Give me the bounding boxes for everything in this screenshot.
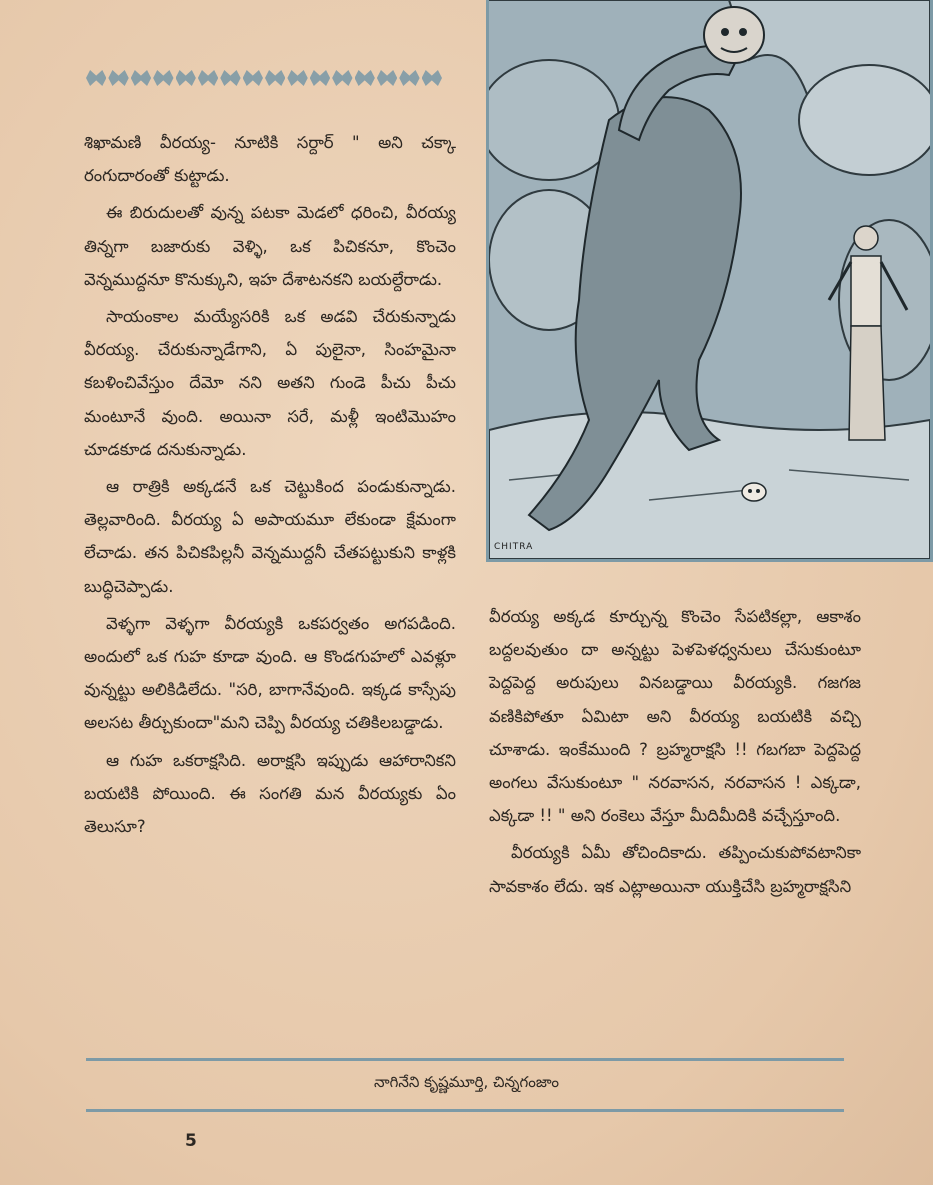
paragraph: ఈ బిరుదులతో వున్న పటకా మెడలో ధరించి, వీరయ్య తిన్నగా బజారుకు వెళ్ళి, ఒక పిచికనూ, కొంచెం వెన్నముద్దనూ కొనుక్కుని, ఇహ దేశాటనకని బయల్దేరాడు.: [84, 203, 456, 289]
paragraph: ఆ గుహ ఒకరాక్షసిది. అరాక్షసి ఇప్పుడు ఆహారానికని బయటికి పోయింది. ఈ సంగతి మన వీరయ్యకు ఏం తెలుసూ?: [84, 750, 456, 837]
paragraph: వీరయ్య అక్కడ కూర్చున్న కొంచెం సేపటికల్లా, ఆకాశం బద్దలవుతుం దా అన్నట్టు పెళపెళధ్వనులు చేసుకుంటూ పెద్దపెద్ద అరుపులు వినబడ్డాయి వీరయ్యకి. గజగజ వణికిపోతూ ఏమిటా అని వీరయ్య బయటికి వచ్చి చూశాడు. ఇంకేముంది ? బ్రహ్మరాక్షసి !! గబగబా పెద్దపెద్ద అంగలు వేసుకుంటూ " నరవాసన, నరవాసన ! ఎక్కడా, ఎక్కడా !! " అని రంకెలు వేస్తూ మీదిమీదికి వచ్చేస్తూంది.: [489, 607, 861, 826]
paragraph: ఆ రాత్రికి అక్కడనే ఒక చెట్టుకింద పండుకున్నాడు. తెల్లవారింది. వీరయ్య ఏ అపాయమూ లేకుండా క్షేమంగా లేచాడు. తన పిచికపిల్లనీ వెన్నముద్దనీ చేతపట్టుకుని కాళ్లకి బుద్ధిచెప్పాడు.: [84, 477, 456, 596]
author-credit: నాగినేని కృష్ణమూర్తి, చిన్నగంజాం: [374, 1073, 559, 1091]
footer-rule-top: [86, 1058, 844, 1061]
paragraph: వెళ్ళగా వెళ్ళగా వీరయ్యకి ఒకపర్వతం అగపడింది. అందులో ఒక గుహ కూడా వుంది. ఆ కొండగుహలో ఎవళ్లూ వున్నట్టు అలికిడిలేదు. "సరి, బాగానేవుంది. ఇక్కడ కాస్సేపు అలసట తీర్చుకుందా"మని చెప్పి వీరయ్య చతికిలబడ్డాడు.: [84, 613, 456, 733]
paragraph: సాయంకాల మయ్యేసరికి ఒక అడవి చేరుకున్నాడు వీరయ్య. చేరుకున్నాడేగాని, ఏ పులైనా, సింహమైనా కబళించివేస్తుం దేమో నని అతని గుండె పీచు పీచు మంటూనే వుంది. అయినా సరే, మళ్లీ ఇంటిమొహం చూడకూడ దనుకున్నాడు.: [84, 307, 456, 459]
footer-rule-bottom: [86, 1109, 844, 1112]
illustration-signature: CHITRA: [494, 542, 534, 552]
page-number: 5: [185, 1131, 197, 1151]
right-column: [489, 600, 861, 907]
story-illustration: [486, 0, 933, 562]
paragraph: వీరయ్యకి ఏమీ తోచిందికాదు. తప్పించుకుపోవటానికా సావకాశం లేదు. ఇక ఎట్లాఅయినా యుక్తిచేసి బ్రహ్మరాక్షసిని: [489, 843, 861, 896]
paragraph: శిఖామణి వీరయ్య- నూటికి సర్దార్ " అని చక్కా రంగుదారంతో కుట్టాడు.: [84, 133, 456, 186]
header-ornament: [86, 68, 442, 88]
cave-scene-image: [489, 0, 930, 559]
left-column: [84, 126, 456, 847]
